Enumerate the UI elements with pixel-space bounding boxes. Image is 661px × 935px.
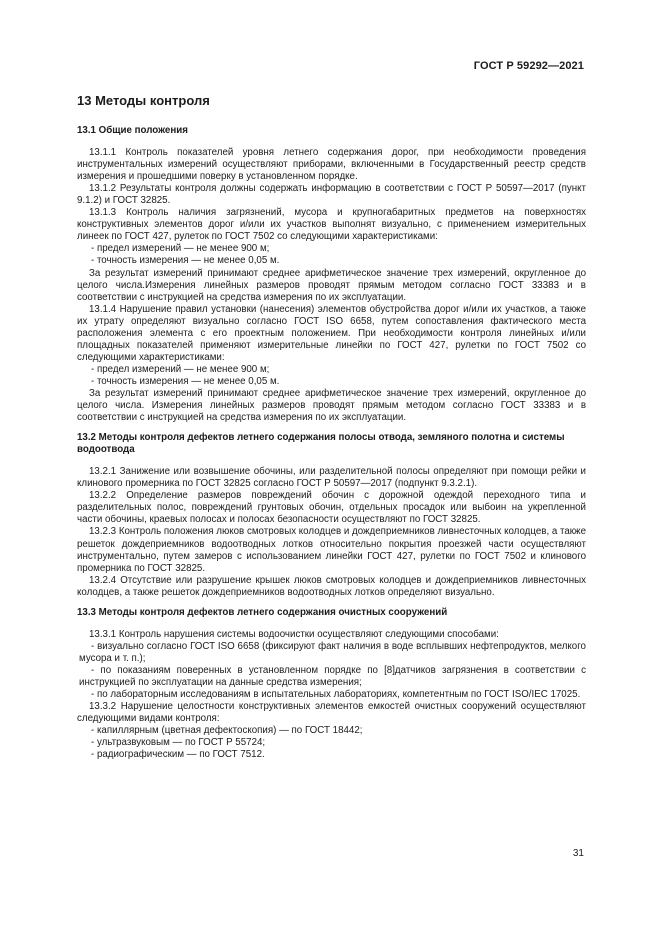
subsection-heading-13-2: 13.2 Методы контроля дефектов летнего содержания полосы отвода, земляного полотна и системы водоотвода [77,432,565,456]
subsection-heading-13-1: 13.1 Общие положения [77,125,188,136]
paragraph-13-1-4: 13.1.4 Нарушение правил установки (нанесения) элементов обустройства дорог и/или их участков, а также их утрату определяют визуально согласно ГОСТ ISO 6658, путем сопоставления фактического места расположения элемента с его проектным положением. При необходимости контроля линейных и/или площадных показателей применяют измерительные линейки по ГОСТ 427, рулетки по ГОСТ 7502 со следующими характеристиками: [77,303,586,363]
paragraph-13-2-1: 13.2.1 Занижение или возвышение обочины, или разделительной полосы определяют при помощи рейки и клинового промерника по ГОСТ 32825 согласно ГОСТ Р 50597—2017 (подпункт 9.3.2.1). [77,466,586,490]
paragraph-13-1-3-result: За результат измерений принимают среднее арифметическое значение трех измерений, округленное до целого числа.Измерения линейных размеров проводят прямым методом согласно ГОСТ 33383 и в соответствии с инструкцией на средства измерения по их эксплуатации. [77,267,586,303]
document-header: ГОСТ Р 59292—2021 [473,60,584,72]
paragraph-13-1-1: 13.1.1 Контроль показателей уровня летнего содержания дорог, при необходимости проведения инструментальных измерений осуществляют приборами, включенными в Государственный реестр средств измерения и прошедшими поверку в установленном порядке. [77,147,586,183]
list-item: - предел измерений — не менее 900 м; [91,363,270,375]
list-item: - ультразвуковым — по ГОСТ Р 55724; [91,737,266,749]
list-item: - радиографическим — по ГОСТ 7512. [91,749,265,761]
page-number: 31 [572,848,584,859]
section-title: 13 Методы контроля [77,93,210,108]
paragraph-13-2-3: 13.2.3 Контроль положения люков смотровых колодцев и дождеприемников ливнесточных колодцев, а также решеток дождеприемников водоотводных лотков относительно покрытия проезжей части осуществляют инструментально, путем замеров с использованием линейки ГОСТ 427, рулетки по ГОСТ 7502 и клинового промерника по ГОСТ 32825. [77,526,586,574]
subsection-heading-13-3: 13.3 Методы контроля дефектов летнего содержания очистных сооружений [77,606,448,618]
list-item: - точность измерения — не менее 0,05 м. [91,255,280,267]
paragraph-13-1-4-result: За результат измерений принимают среднее арифметическое значение трех измерений, округленное до целого числа. Измерения линейных размеров проводят прямым методом согласно ГОСТ 33383 и в соответствии с инструкцией на средства измерения по их эксплуатации. [77,387,586,424]
list-item: - визуально согласно ГОСТ ISO 6658 (фиксируют факт наличия в воде всплывших нефтепродуктов, мелкого мусора и т. п.); [79,640,586,664]
list-item: - по лабораторным исследованиям в испытательных лабораториях, компетентным по ГОСТ ISO/IEC 17025. [91,689,581,701]
paragraph-13-1-2: 13.1.2 Результаты контроля должны содержать информацию в соответствии с ГОСТ Р 50597—2017 (пункт 9.1.2) и ГОСТ 32825. [77,183,586,207]
paragraph-13-2-4: 13.2.4 Отсутствие или разрушение крышек люков смотровых колодцев и дождеприемников ливнесточных колодцев, а также решеток дождеприемников водоотводных лотков определяют визуально. [77,574,586,598]
list-item: - точность измерения — не менее 0,05 м. [91,375,280,387]
paragraph-13-3-1: 13.3.1 Контроль нарушения системы водоочистки осуществляют следующими способами: [89,628,499,640]
paragraph-13-3-2: 13.3.2 Нарушение целостности конструктивных элементов емкостей очистных сооружений осуществляют следующими видами контроля: [77,701,586,725]
paragraph-13-1-3: 13.1.3 Контроль наличия загрязнений, мусора и крупногабаритных предметов на поверхностях конструктивных элементов дорог и/или их участков выполнят визуально, с применением измерительных линеек по ГОСТ 427, рулеток по ГОСТ 7502 со следующими характеристиками: [77,207,586,243]
document-body [77,125,586,761]
list-item: - по показаниям поверенных в установленном порядке по [8]датчиков загрязнения в соответствии с инструкцией по эксплуатации на данные средства измерения; [79,664,586,688]
list-item: - предел измерений — не менее 900 м; [91,243,270,255]
list-item: - капиллярным (цветная дефектоскопия) — по ГОСТ 18442; [91,725,363,737]
paragraph-13-2-2: 13.2.2 Определение размеров повреждений обочин с дорожной одеждой переходного типа и разделительных полос, повреждений грунтовых обочин, отдельных просадок или выбоин на укрепленной части обочины, краевых полосах и полосах безопасности осуществляют по ГОСТ 32825. [77,490,586,526]
